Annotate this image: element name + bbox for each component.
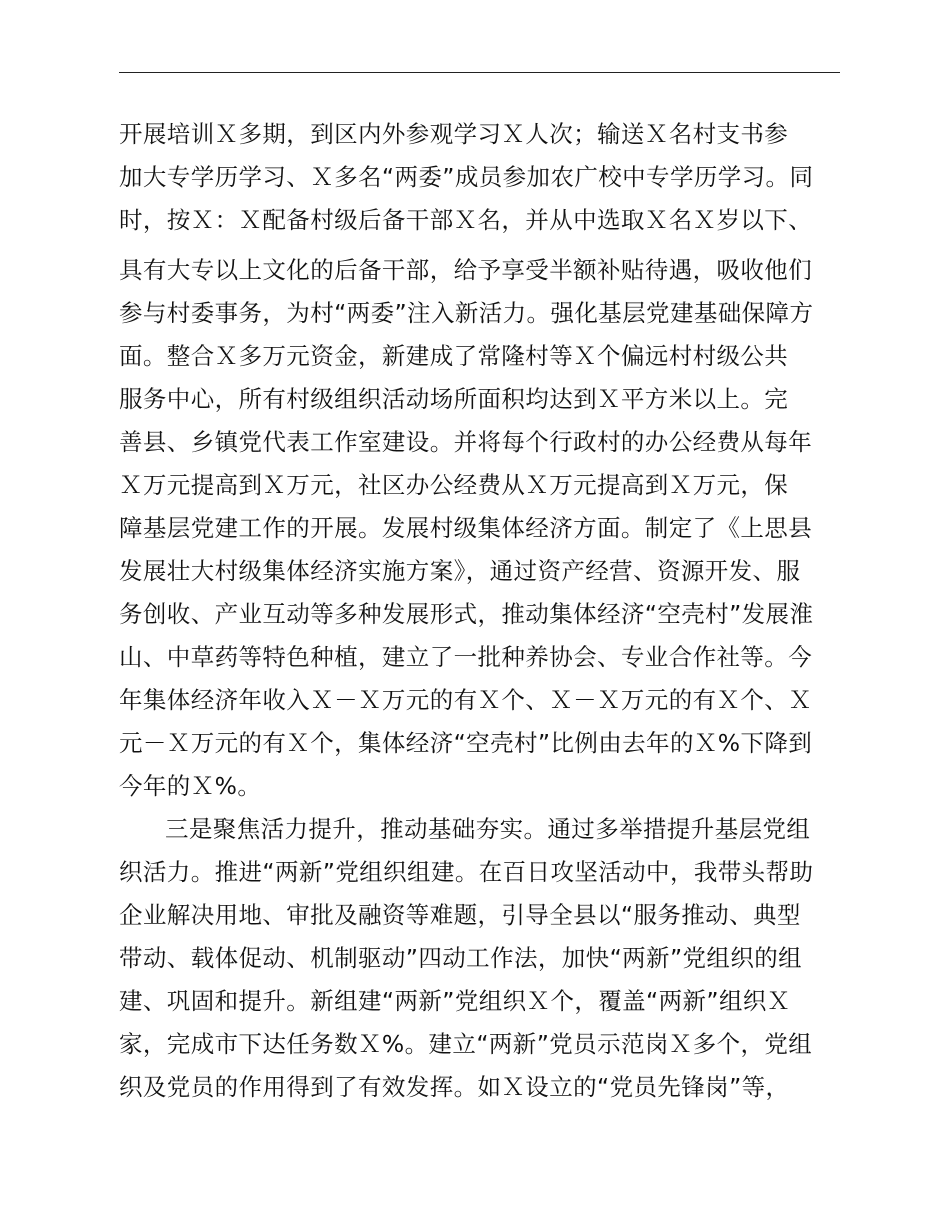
text-line: 加大专学历学习、Ｘ多名“两委”成员参加农广校中专学历学习。同 (119, 163, 814, 191)
text-line: 具有大专以上文化的后备干部，给予享受半额补贴待遇，吸收他们 (119, 256, 813, 284)
text-line: Ｘ万元提高到Ｘ万元，社区办公经费从Ｘ万元提高到Ｘ万元，保 (119, 471, 789, 499)
text-line: 建、巩固和提升。新组建“两新”党组织Ｘ个，覆盖“两新”组织Ｘ (119, 987, 791, 1015)
text-line: 面。整合Ｘ多万元资金，新建成了常隆村等Ｘ个偏远村村级公共 (119, 342, 789, 370)
text-line: 务创收、产业互动等多种发展形式，推动集体经济“空壳村”发展淮 (119, 600, 814, 628)
text-line: 织及党员的作用得到了有效发挥。如Ｘ设立的“党员先锋岗”等， (119, 1073, 790, 1101)
text-line: 企业解决用地、审批及融资等难题，引导全县以“服务推动、典型 (119, 901, 801, 929)
text-line: 时，按Ｘ：Ｘ配备村级后备干部Ｘ名，并从中选取Ｘ名Ｘ岁以下、 (119, 206, 813, 234)
paragraph-first-line: 三是聚焦活力提升，推动基础夯实。通过多举措提升基层党组 (165, 815, 811, 843)
text-line: 服务中心，所有村级组织活动场所面积均达到Ｘ平方米以上。完 (119, 385, 789, 413)
text-line: 参与村委事务，为村“两委”注入新活力。强化基层党建基础保障方 (119, 299, 814, 327)
text-line: 家，完成市下达任务数Ｘ%。建立“两新”党员示范岗Ｘ多个，党组 (119, 1030, 813, 1058)
text-line: 元－Ｘ万元的有Ｘ个，集体经济“空壳村”比例由去年的Ｘ%下降到 (119, 729, 813, 757)
text-line: 障基层党建工作的开展。发展村级集体经济方面。制定了《上思县 (119, 514, 813, 542)
header-rule (119, 72, 840, 73)
text-line: 发展壮大村级集体经济实施方案》，通过资产经营、资源开发、服 (119, 557, 801, 585)
text-line: 年集体经济年收入Ｘ－Ｘ万元的有Ｘ个、Ｘ－Ｘ万元的有Ｘ个、Ｘ (119, 686, 813, 714)
text-line: 善县、乡镇党代表工作室建设。并将每个行政村的办公经费从每年 (119, 428, 813, 456)
text-line: 今年的Ｘ%。 (119, 772, 262, 800)
text-line: 织活力。推进“两新”党组织组建。在百日攻坚活动中，我带头帮助 (119, 858, 814, 886)
text-line: 山、中草药等特色种植，建立了一批种养协会、专业合作社等。今 (119, 643, 813, 671)
text-line: 开展培训Ｘ多期，到区内外参观学习Ｘ人次；输送Ｘ名村支书参 (119, 120, 789, 148)
text-line: 带动、载体促动、机制驱动”四动工作法，加快“两新”党组织的组 (119, 944, 803, 972)
